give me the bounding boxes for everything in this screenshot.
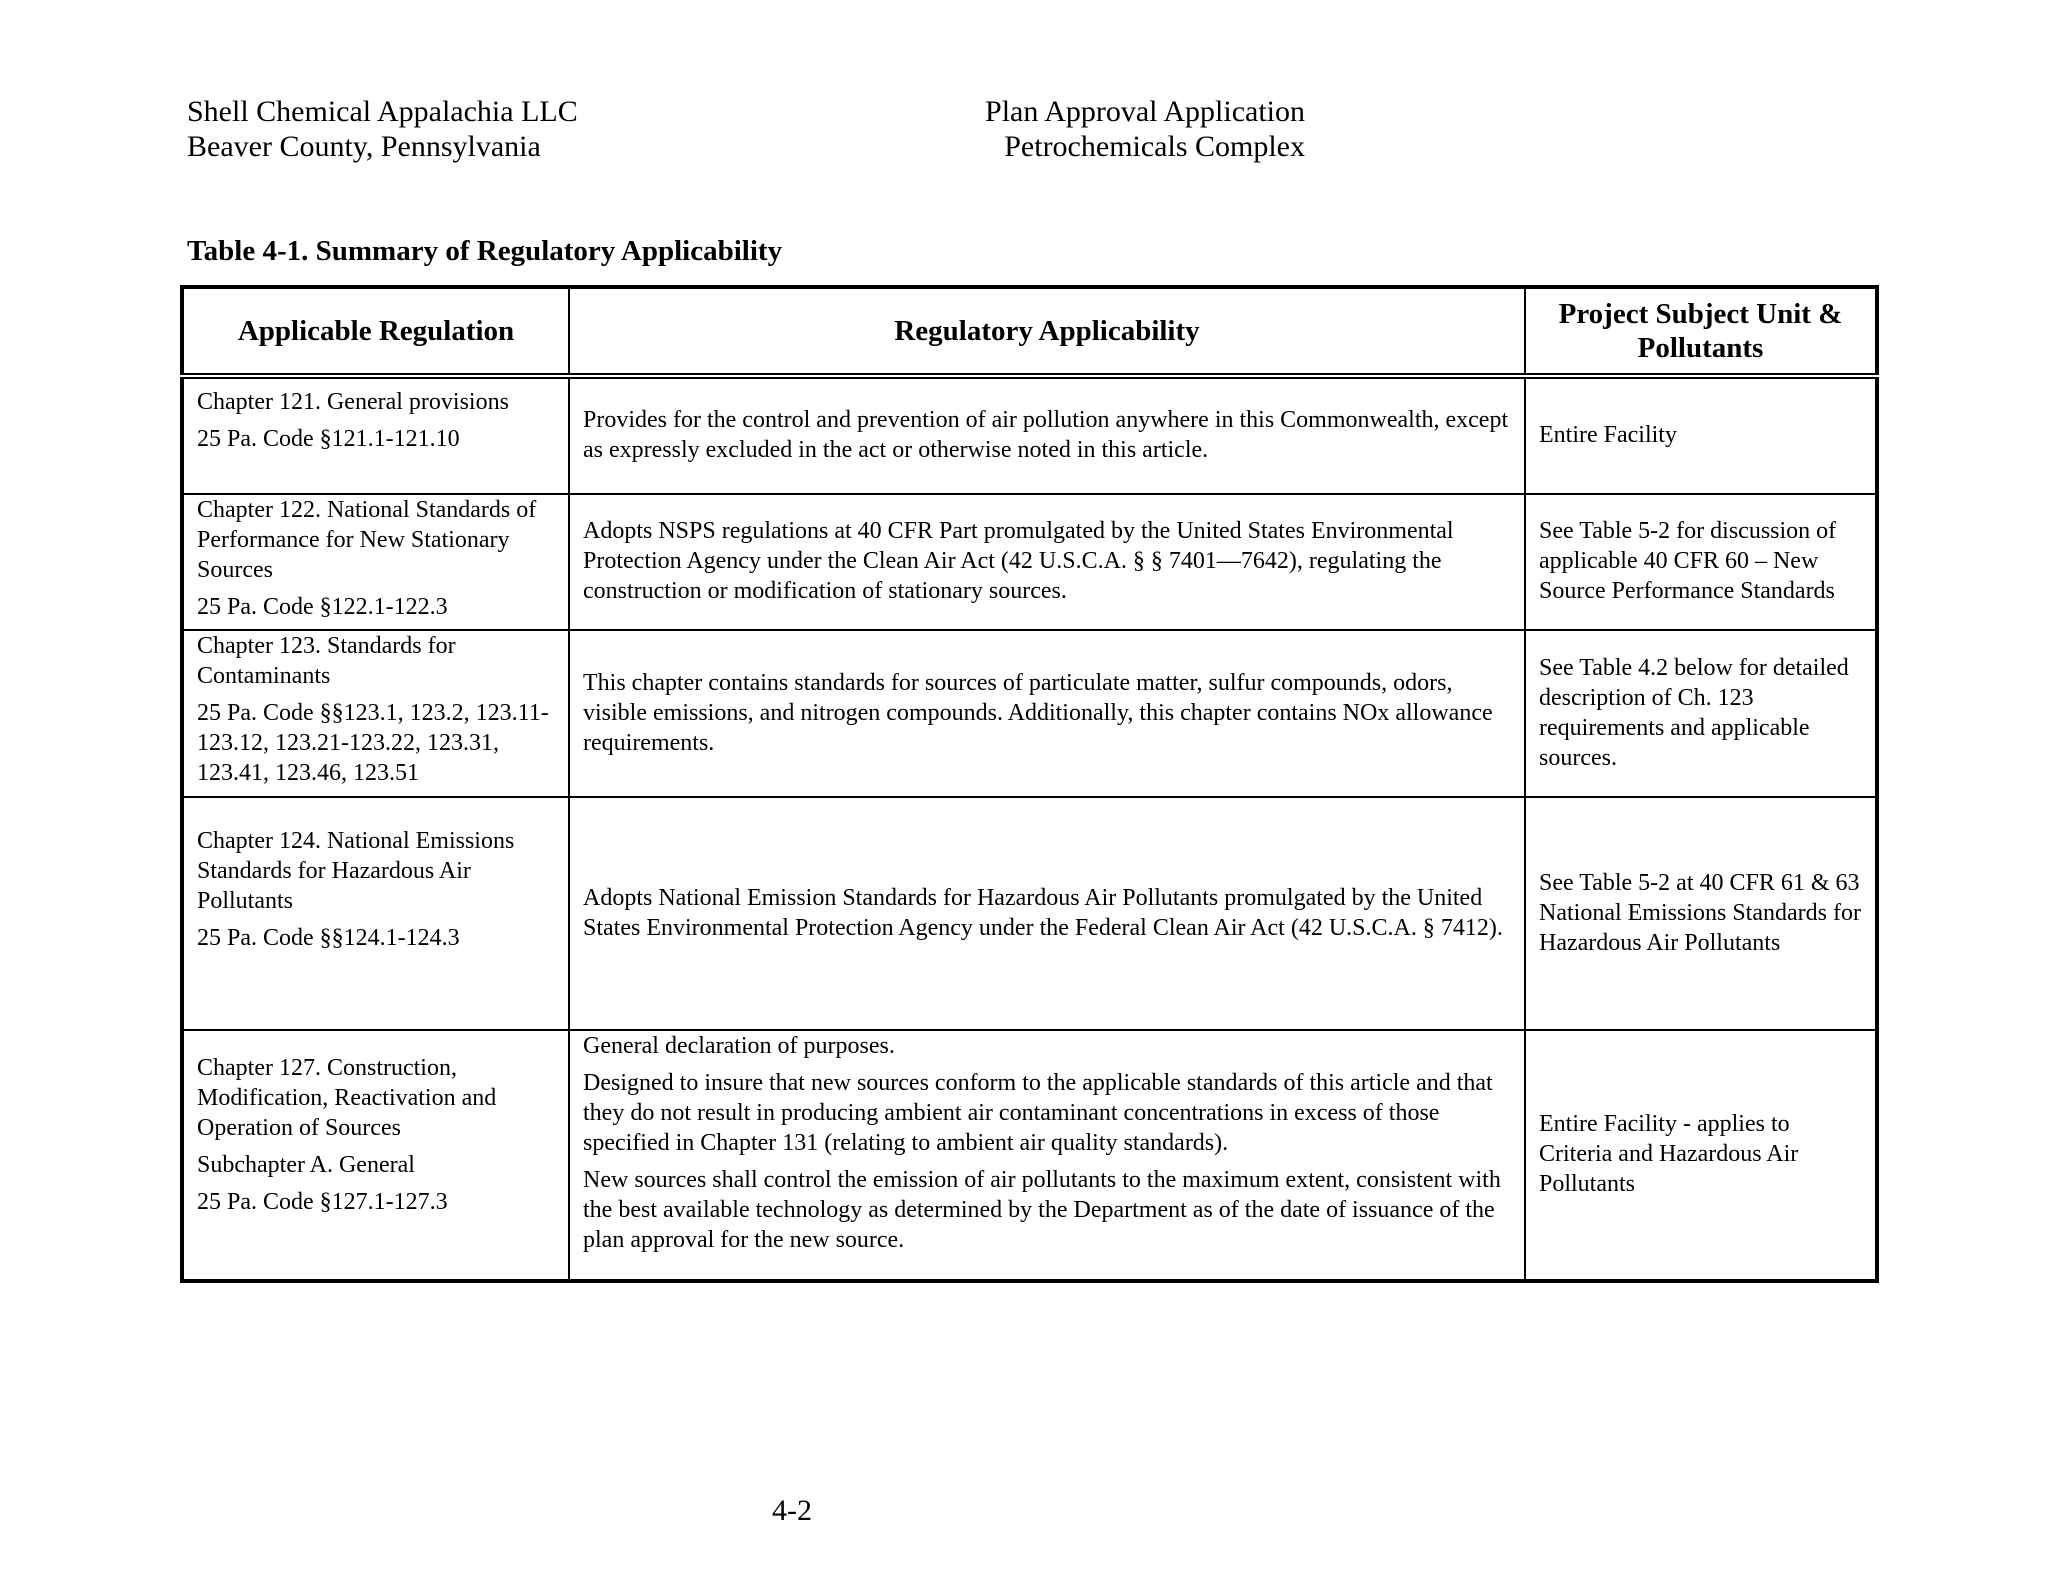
applicability-text: Designed to insure that new sources conform to the applicable standards of this article and that they do not result in producing ambient air contaminant concentrations in excess of those specified in Chapter 131 (relating to ambient air quality standards). [583, 1070, 1493, 1156]
applicability-cell [569, 376, 1525, 494]
regulation-chapter: Chapter 124. National Emissions Standards for Hazardous Air Pollutants [197, 828, 515, 914]
regulation-cell [182, 797, 569, 1030]
regulation-cell [182, 1030, 569, 1281]
location: Beaver County, Pennsylvania [187, 130, 541, 163]
table-header-row [182, 287, 1877, 376]
applicability-text: Adopts National Emission Standards for Hazardous Air Pollutants promulgated by the United States Environmental Protection Agency under the Federal Clean Air Act (42 U.S.C.A. § 7412). [583, 884, 1503, 941]
regulation-chapter: Chapter 127. Construction, Modification, Reactivation and Operation of Sources [197, 1055, 497, 1141]
table-row [182, 797, 1877, 1030]
column-header-applicability: Regulatory Applicability [569, 287, 1525, 376]
applicability-cell [569, 494, 1525, 630]
regulation-code: 25 Pa. Code §122.1-122.3 [197, 594, 448, 620]
header-left [187, 94, 578, 164]
applicability-text: New sources shall control the emission of air pollutants to the maximum extent, consistent with the best available technology as determined by the Department as of the date of issuance of the plan approval for the new source. [583, 1167, 1501, 1253]
regulation-code: 25 Pa. Code §127.1-127.3 [197, 1189, 448, 1215]
regulation-cell [182, 494, 569, 630]
subject-cell: Entire Facility - applies to Criteria and Hazardous Air Pollutants [1525, 1030, 1877, 1281]
subject-cell: Entire Facility [1525, 376, 1877, 494]
regulation-code: 25 Pa. Code §§124.1-124.3 [197, 925, 460, 951]
subject-cell: See Table 4.2 below for detailed description of Ch. 123 requirements and applicable sources. [1525, 630, 1877, 797]
project-name: Petrochemicals Complex [1004, 130, 1305, 163]
table-row [182, 494, 1877, 630]
applicability-text: This chapter contains standards for sources of particulate matter, sulfur compounds, odors, visible emissions, and nitrogen compounds. Additionally, this chapter contains NOx allowance requirements. [583, 669, 1493, 756]
applicability-text: Adopts NSPS regulations at 40 CFR Part promulgated by the United States Environmental Protection Agency under the Clean Air Act (42 U.S.C.A. § § 7401—7642), regulating the construction or modification of stationary sources. [583, 518, 1454, 604]
applicability-cell [569, 797, 1525, 1030]
document-type: Plan Approval Application [985, 95, 1305, 128]
regulatory-applicability-table [180, 285, 1879, 1283]
applicability-text: Provides for the control and prevention of air pollution anywhere in this Commonwealth, except as expressly excluded in the act or otherwise noted in this article. [583, 407, 1509, 463]
column-header-subject: Project Subject Unit & Pollutants [1525, 287, 1877, 376]
subject-cell: See Table 5-2 at 40 CFR 61 & 63 National Emissions Standards for Hazardous Air Pollutants [1525, 797, 1877, 1030]
regulation-cell [182, 376, 569, 494]
regulation-cell [182, 630, 569, 797]
column-header-regulation: Applicable Regulation [182, 287, 569, 376]
applicability-cell [569, 1030, 1525, 1281]
table-row [182, 1030, 1877, 1281]
regulation-chapter: Chapter 121. General provisions [197, 389, 509, 415]
regulation-subchapter: Subchapter A. General [197, 1152, 415, 1178]
regulation-chapter: Chapter 123. Standards for Contaminants [197, 633, 456, 689]
applicability-text: General declaration of purposes. [583, 1033, 895, 1059]
regulation-chapter: Chapter 122. National Standards of Performance for New Stationary Sources [197, 497, 537, 583]
subject-cell: See Table 5-2 for discussion of applicable 40 CFR 60 – New Source Performance Standards [1525, 494, 1877, 630]
table-row [182, 630, 1877, 797]
table-row [182, 376, 1877, 494]
table-title: Table 4-1. Summary of Regulatory Applicability [187, 235, 783, 267]
regulation-code: 25 Pa. Code §§123.1, 123.2, 123.11-123.12, 123.21-123.22, 123.31, 123.41, 123.46, 123.51 [197, 700, 549, 786]
page-number: 4-2 [772, 1494, 812, 1527]
company-name: Shell Chemical Appalachia LLC [187, 95, 578, 128]
applicability-cell [569, 630, 1525, 797]
header-right [960, 94, 1305, 164]
regulation-code: 25 Pa. Code §121.1-121.10 [197, 426, 460, 452]
